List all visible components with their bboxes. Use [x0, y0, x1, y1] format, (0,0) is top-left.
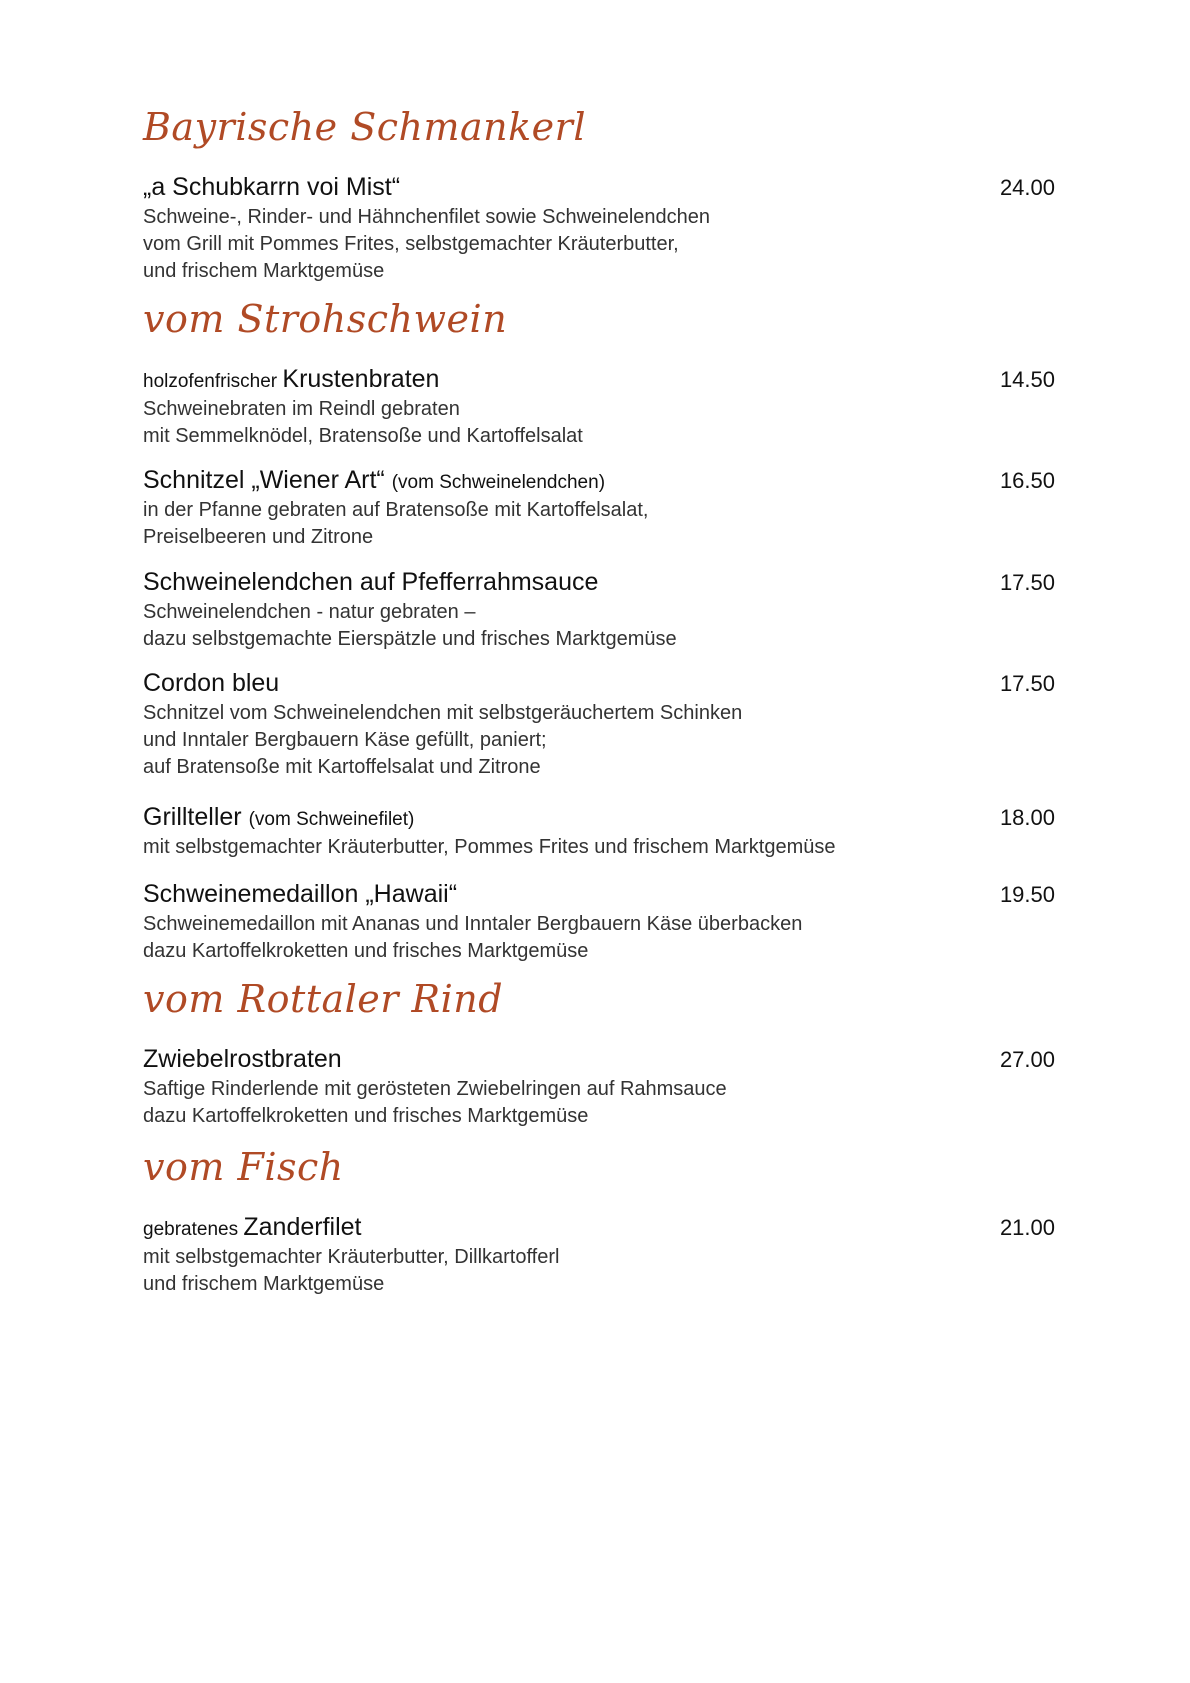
item-desc-line: dazu selbstgemachte Eierspätzle und frisches Marktgemüse	[143, 628, 677, 650]
menu-item-schubkarrn	[143, 172, 1055, 285]
item-price: 16.50	[999, 468, 1055, 493]
item-name: Zwiebelrostbraten	[143, 1045, 342, 1073]
item-price: 27.00	[999, 1047, 1055, 1072]
item-desc-line: in der Pfanne gebraten auf Bratensoße mit Kartoffelsalat,	[143, 499, 649, 521]
item-name: Cordon bleu	[143, 669, 280, 697]
item-desc-line: mit Semmelknödel, Bratensoße und Kartoffelsalat	[143, 425, 583, 447]
item-name-prefix: holzofenfrischer	[143, 371, 283, 392]
item-desc-line: dazu Kartoffelkroketten und frisches Marktgemüse	[143, 940, 589, 962]
item-desc-line: auf Bratensoße mit Kartoffelsalat und Zitrone	[143, 756, 541, 778]
section-title-strohschwein: vom Strohschwein	[143, 297, 508, 341]
menu-item-hawaii	[143, 879, 1055, 965]
menu-item-krustenbraten	[143, 364, 1055, 450]
item-name-prefix: gebratenes	[143, 1219, 244, 1240]
item-price: 24.00	[999, 175, 1055, 200]
item-desc-line: dazu Kartoffelkroketten und frisches Marktgemüse	[143, 1105, 589, 1127]
menu-item-grillteller	[143, 802, 1055, 861]
item-name: Schnitzel „Wiener Art“	[143, 466, 392, 494]
section-title-fisch: vom Fisch	[143, 1145, 344, 1189]
item-price: 18.00	[999, 805, 1055, 830]
section-title-rottaler-rind: vom Rottaler Rind	[143, 977, 504, 1021]
item-name-suffix: (vom Schweinelendchen)	[391, 472, 606, 493]
item-desc-line: mit selbstgemachter Kräuterbutter, Dillkartofferl	[143, 1246, 560, 1268]
item-desc-line: Preiselbeeren und Zitrone	[143, 526, 374, 548]
menu-item-cordon-bleu	[143, 668, 1055, 781]
item-price: 21.00	[999, 1215, 1055, 1240]
item-price: 17.50	[999, 671, 1055, 696]
item-name: Schweinelendchen auf Pfefferrahmsauce	[143, 568, 599, 596]
item-name-suffix: (vom Schweinefilet)	[248, 809, 415, 830]
item-desc-line: Saftige Rinderlende mit gerösteten Zwiebelringen auf Rahmsauce	[143, 1078, 727, 1100]
item-name: Zanderfilet	[243, 1213, 362, 1241]
item-name: Krustenbraten	[282, 365, 440, 393]
item-name: „a Schubkarrn voi Mist“	[143, 173, 401, 201]
menu-item-pfefferrahm	[143, 567, 1055, 653]
item-desc-line: Schweinebraten im Reindl gebraten	[143, 398, 460, 420]
item-price: 14.50	[999, 367, 1055, 392]
item-price: 17.50	[999, 570, 1055, 595]
item-desc-line: und frischem Marktgemüse	[143, 1273, 385, 1295]
item-desc-line: und frischem Marktgemüse	[143, 260, 385, 282]
item-price: 19.50	[999, 882, 1055, 907]
menu-item-zwiebelrostbraten	[143, 1044, 1055, 1130]
item-desc-line: und Inntaler Bergbauern Käse gefüllt, paniert;	[143, 729, 547, 751]
item-name: Grillteller	[143, 803, 249, 831]
menu-item-zanderfilet	[143, 1212, 1055, 1298]
item-desc-line: Schweine-, Rinder- und Hähnchenfilet sowie Schweinelendchen	[143, 206, 711, 228]
item-desc-line: Schweinelendchen - natur gebraten –	[143, 601, 476, 623]
menu-item-schnitzel	[143, 465, 1055, 551]
item-desc-line: Schnitzel vom Schweinelendchen mit selbstgeräuchertem Schinken	[143, 702, 743, 724]
item-desc-line: mit selbstgemachter Kräuterbutter, Pommes Frites und frischem Marktgemüse	[143, 836, 836, 858]
item-desc-line: vom Grill mit Pommes Frites, selbstgemachter Kräuterbutter,	[143, 233, 679, 255]
item-name: Schweinemedaillon „Hawaii“	[143, 880, 458, 908]
section-title-bayrische-schmankerl: Bayrische Schmankerl	[143, 105, 586, 149]
item-desc-line: Schweinemedaillon mit Ananas und Inntaler Bergbauern Käse überbacken	[143, 913, 803, 935]
